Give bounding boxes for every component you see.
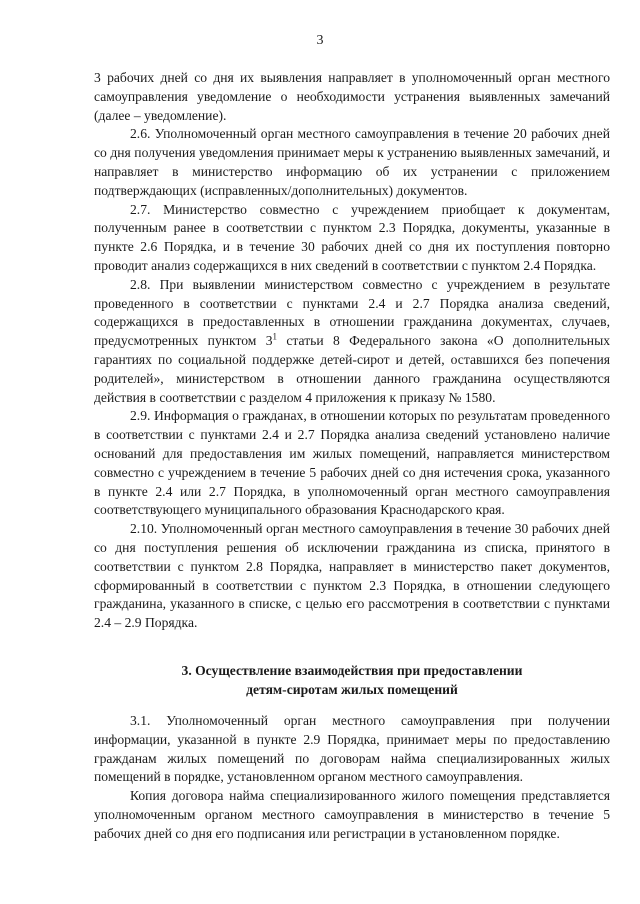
text-block-section-2 <box>94 69 610 633</box>
paragraph-3-1: 3.1. Уполномоченный орган местного самоуправления при получении информации, указанной в пункте 2.9 Порядка, принимает меры по предоставлению гражданам жилых помещений по договорам найма специализированных жилых помещений в порядке, установленном органом местного самоуправления. <box>94 713 610 785</box>
paragraph-2-8 <box>94 276 610 408</box>
section-3-heading-line2: детям-сиротам жилых помещений <box>246 681 458 697</box>
paragraph-2-9: 2.9. Информация о гражданах, в отношении которых по результатам проведенного в соответствии с пунктами 2.4 и 2.7 Порядка анализа сведений установлено наличие оснований для предоставления им жилых помещений, направляется министерством совместно с учреждением в течение 5 рабочих дней со дня истечения срока, указанного в пункте 2.4 или 2.7 Порядка, в уполномоченный орган местного самоуправления соответствующего муниципального образования Краснодарского края. <box>94 408 610 518</box>
page-number: 3 <box>316 33 324 48</box>
paragraph-2-8-part-a: 2.8. При выявлении министерством совместно с учреждением в результате проведенного в соответствии с пунктами 2.4 и 2.7 Порядка анализа сведений, содержащихся в предоставленных в отношении гражданина документах, случаев, предусмотренных пунктом 3 <box>94 276 610 349</box>
paragraph-continuation: 3 рабочих дней со дня их выявления направляет в уполномоченный орган местного самоуправления уведомление о необходимости устранения выявленных замечаний (далее – уведомление). <box>94 70 610 123</box>
paragraph-2-10: 2.10. Уполномоченный орган местного самоуправления в течение 30 рабочих дней со дня поступления решения об исключении гражданина из списка, принятого в соответствии с пунктом 2.8 Порядка, направляет в министерство пакет документов, сформированный в соответствии с пунктом 2.3 Порядка, в отношении следующего гражданина, указанного в списке, с целью его рассмотрения в соответствии с пунктами 2.4 – 2.9 Порядка. <box>94 521 610 631</box>
section-3-heading-line1: 3. Осуществление взаимодействия при предоставлении <box>181 663 523 678</box>
paragraph-2-6: 2.6. Уполномоченный орган местного самоуправления в течение 20 рабочих дней со дня получения уведомления принимает меры к устранению выявленных замечаний, и направляет в министерство информацию об их устранении с приложением подтверждающих (исправленных/дополнительных) документов. <box>94 126 610 198</box>
paragraph-2-7: 2.7. Министерство совместно с учреждением приобщает к документам, полученным ранее в соответствии с пунктом 2.3 Порядка, документы, указанные в пункте 2.6 Порядка, и в течение 30 рабочих дней со дня их поступления повторно проводит анализ содержащихся в них сведений в соответствии с пунктом 2.4 Порядка. <box>94 201 610 273</box>
text-block-section-3 <box>94 712 610 844</box>
section-3-heading <box>94 662 610 700</box>
paragraph-2-8-part-b: статьи 8 Федерального закона «О дополнительных гарантиях по социальной поддержке детей-сирот и детей, оставшихся без попечения родителей», министерством в отношении данного гражданина осуществляются действия в соответствии с разделом 4 приложения к приказу № 1580. <box>94 333 610 405</box>
superscript-marker: 1 <box>272 331 278 342</box>
paragraph-contract-copy: Копия договора найма специализированного жилого помещения представляется уполномоченным органом местного самоуправления в министерство в течение 5 рабочих дней со дня его подписания или регистрации в установленном порядке. <box>94 788 610 841</box>
